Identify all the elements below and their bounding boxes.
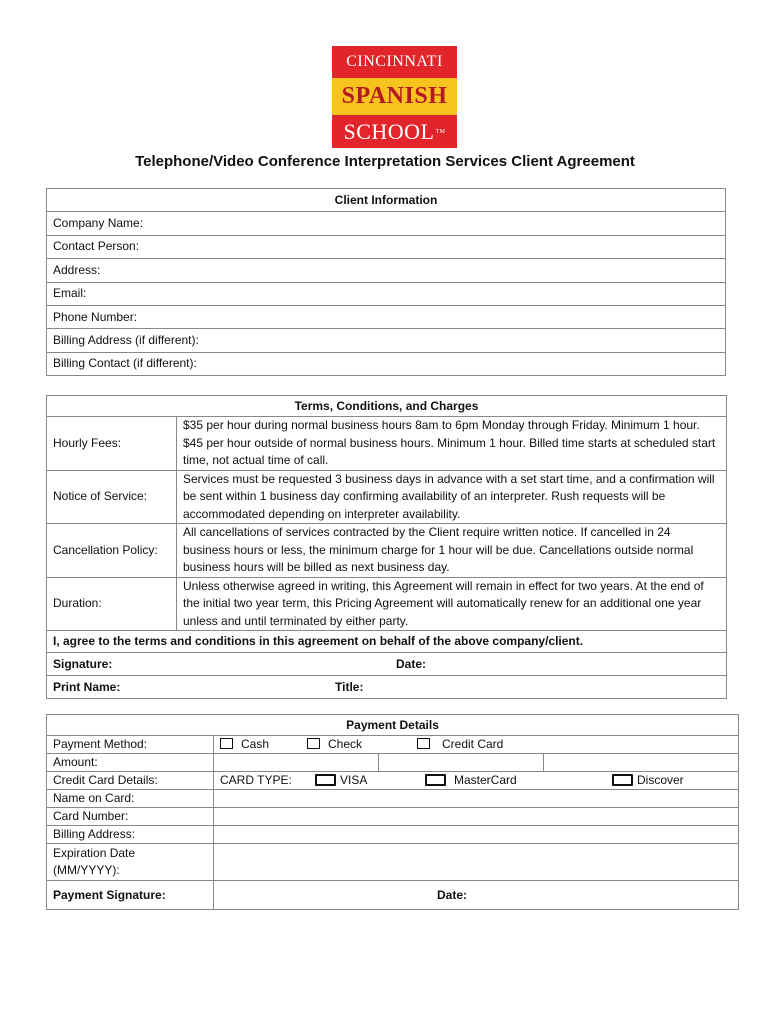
logo-line-2: SPANISH [332, 78, 457, 115]
visa-option[interactable]: VISA [315, 772, 425, 789]
amount-input-2[interactable] [379, 754, 544, 772]
phone-number-field[interactable]: Phone Number: [47, 305, 726, 328]
payment-details-table [46, 714, 739, 910]
title-label: Title: [335, 679, 364, 694]
contact-person-field[interactable]: Contact Person: [47, 235, 726, 258]
payment-date-field[interactable]: Date: [214, 881, 739, 910]
cancellation-policy-label: Cancellation Policy: [47, 524, 177, 578]
expiration-date-label: Expiration Date (MM/YYYY): [47, 844, 214, 881]
expiration-date-input[interactable] [214, 844, 739, 881]
print-name-row[interactable] [47, 676, 727, 699]
logo-line-3: SCHOOL TM [332, 115, 457, 148]
name-on-card-input[interactable] [214, 790, 739, 808]
client-info-header: Client Information [47, 189, 726, 212]
billing-address-label: Billing Address: [47, 826, 214, 844]
hourly-fees-text: $35 per hour during normal business hours 8am to 6pm Monday through Friday. Minimum 1 hour. $45 per hour outside of normal business hours. Minimum 1 hour. Billed time starts at scheduled start time, not actual time of call. [177, 417, 727, 471]
payment-header: Payment Details [47, 715, 739, 736]
card-type-label: CARD TYPE: [220, 773, 292, 787]
check-option[interactable]: Check [307, 736, 417, 753]
credit-card-checkbox[interactable] [417, 738, 430, 749]
payment-method-options [214, 736, 739, 754]
mastercard-checkbox[interactable] [425, 774, 446, 786]
visa-checkbox[interactable] [315, 774, 336, 786]
name-on-card-label: Name on Card: [47, 790, 214, 808]
duration-label: Duration: [47, 577, 177, 631]
mastercard-option[interactable]: MasterCard [425, 772, 612, 789]
company-name-field[interactable]: Company Name: [47, 212, 726, 235]
card-type-row [214, 772, 739, 790]
signature-row[interactable] [47, 653, 727, 676]
credit-card-option[interactable]: Credit Card [417, 736, 503, 753]
signature-label: Signature: [53, 656, 113, 671]
payment-method-label: Payment Method: [47, 736, 214, 754]
cancellation-policy-text: All cancellations of services contracted by the Client require written notice. If cancelled in 24 business hours or less, the minimum charge for 1 hour will be due. Cancellations outside normal business hours will be billed as next business day. [177, 524, 727, 578]
cash-option[interactable]: Cash [220, 736, 307, 753]
notice-of-service-label: Notice of Service: [47, 470, 177, 524]
cash-checkbox[interactable] [220, 738, 233, 749]
billing-contact-field[interactable]: Billing Contact (if different): [47, 352, 726, 375]
payment-signature-label: Payment Signature: [47, 881, 214, 910]
card-number-label: Card Number: [47, 808, 214, 826]
logo-line-1: CINCINNATI [332, 46, 457, 78]
amount-label: Amount: [47, 754, 214, 772]
email-field[interactable]: Email: [47, 282, 726, 305]
client-information-table [46, 188, 726, 376]
discover-option[interactable]: Discover [612, 772, 684, 789]
date-label: Date: [396, 656, 427, 671]
terms-header: Terms, Conditions, and Charges [47, 396, 727, 417]
print-name-label: Print Name: [53, 679, 121, 694]
billing-address-input[interactable] [214, 826, 739, 844]
amount-input-3[interactable] [544, 754, 739, 772]
hourly-fees-label: Hourly Fees: [47, 417, 177, 471]
duration-text: Unless otherwise agreed in writing, this Agreement will remain in effect for two years. At the end of the initial two year term, this Pricing Agreement will automatically renew for an additional one year unless and until terminated by either party. [177, 577, 727, 631]
terms-table [46, 395, 727, 699]
billing-address-field[interactable]: Billing Address (if different): [47, 329, 726, 352]
school-logo [332, 46, 457, 148]
card-number-input[interactable] [214, 808, 739, 826]
check-checkbox[interactable] [307, 738, 320, 749]
agreement-statement: I, agree to the terms and conditions in this agreement on behalf of the above company/client. [47, 631, 727, 653]
notice-of-service-text: Services must be requested 3 business days in advance with a set start time, and a confirmation will be sent within 1 business day confirming availability of an interpreter. Rush requests will be accommodated depending on interpreter availability. [177, 470, 727, 524]
page-title: Telephone/Video Conference Interpretation Services Client Agreement [135, 153, 635, 170]
credit-card-details-label: Credit Card Details: [47, 772, 214, 790]
amount-input[interactable] [214, 754, 379, 772]
address-field[interactable]: Address: [47, 259, 726, 282]
discover-checkbox[interactable] [612, 774, 633, 786]
